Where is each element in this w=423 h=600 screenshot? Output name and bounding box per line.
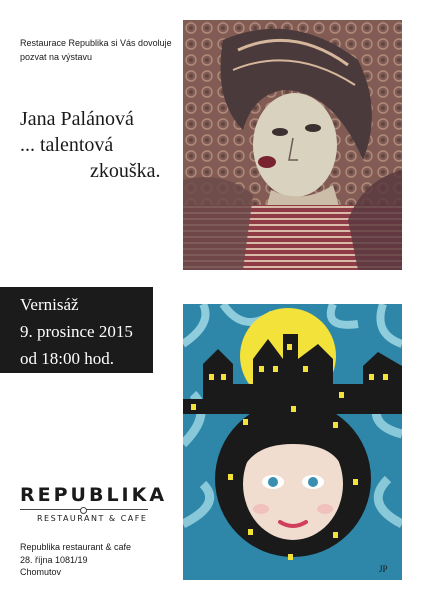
event-time: od 18:00 hod. xyxy=(20,349,114,368)
address-line-3: Chomutov xyxy=(20,567,62,577)
artist-signature: JP xyxy=(379,564,388,574)
title-line-2: zkouška. xyxy=(90,160,161,182)
address-line-2: 28. října 1081/19 xyxy=(20,554,88,565)
event-label: Vernisáž xyxy=(20,295,79,314)
event-box xyxy=(0,287,153,373)
event-date: 9. prosince 2015 xyxy=(20,322,133,341)
address-line-1: Republika restaurant & cafe xyxy=(20,542,132,552)
logo-name: REPUBLIKA xyxy=(20,484,168,506)
logo-subtitle: RESTAURANT & CAFE xyxy=(37,514,148,523)
logo-divider xyxy=(20,509,148,510)
exhibition-title xyxy=(20,106,161,184)
artwork-houses-face xyxy=(183,304,402,580)
artwork-portrait xyxy=(183,20,402,270)
artist-name: Jana Palánová xyxy=(20,108,134,130)
invitation-intro: Restaurace Republika si Vás dovoluje pozvat na výstavu xyxy=(20,38,172,62)
title-line-1: ... talentová xyxy=(20,134,114,156)
venue-address xyxy=(20,541,131,579)
republika-logo xyxy=(20,484,168,523)
